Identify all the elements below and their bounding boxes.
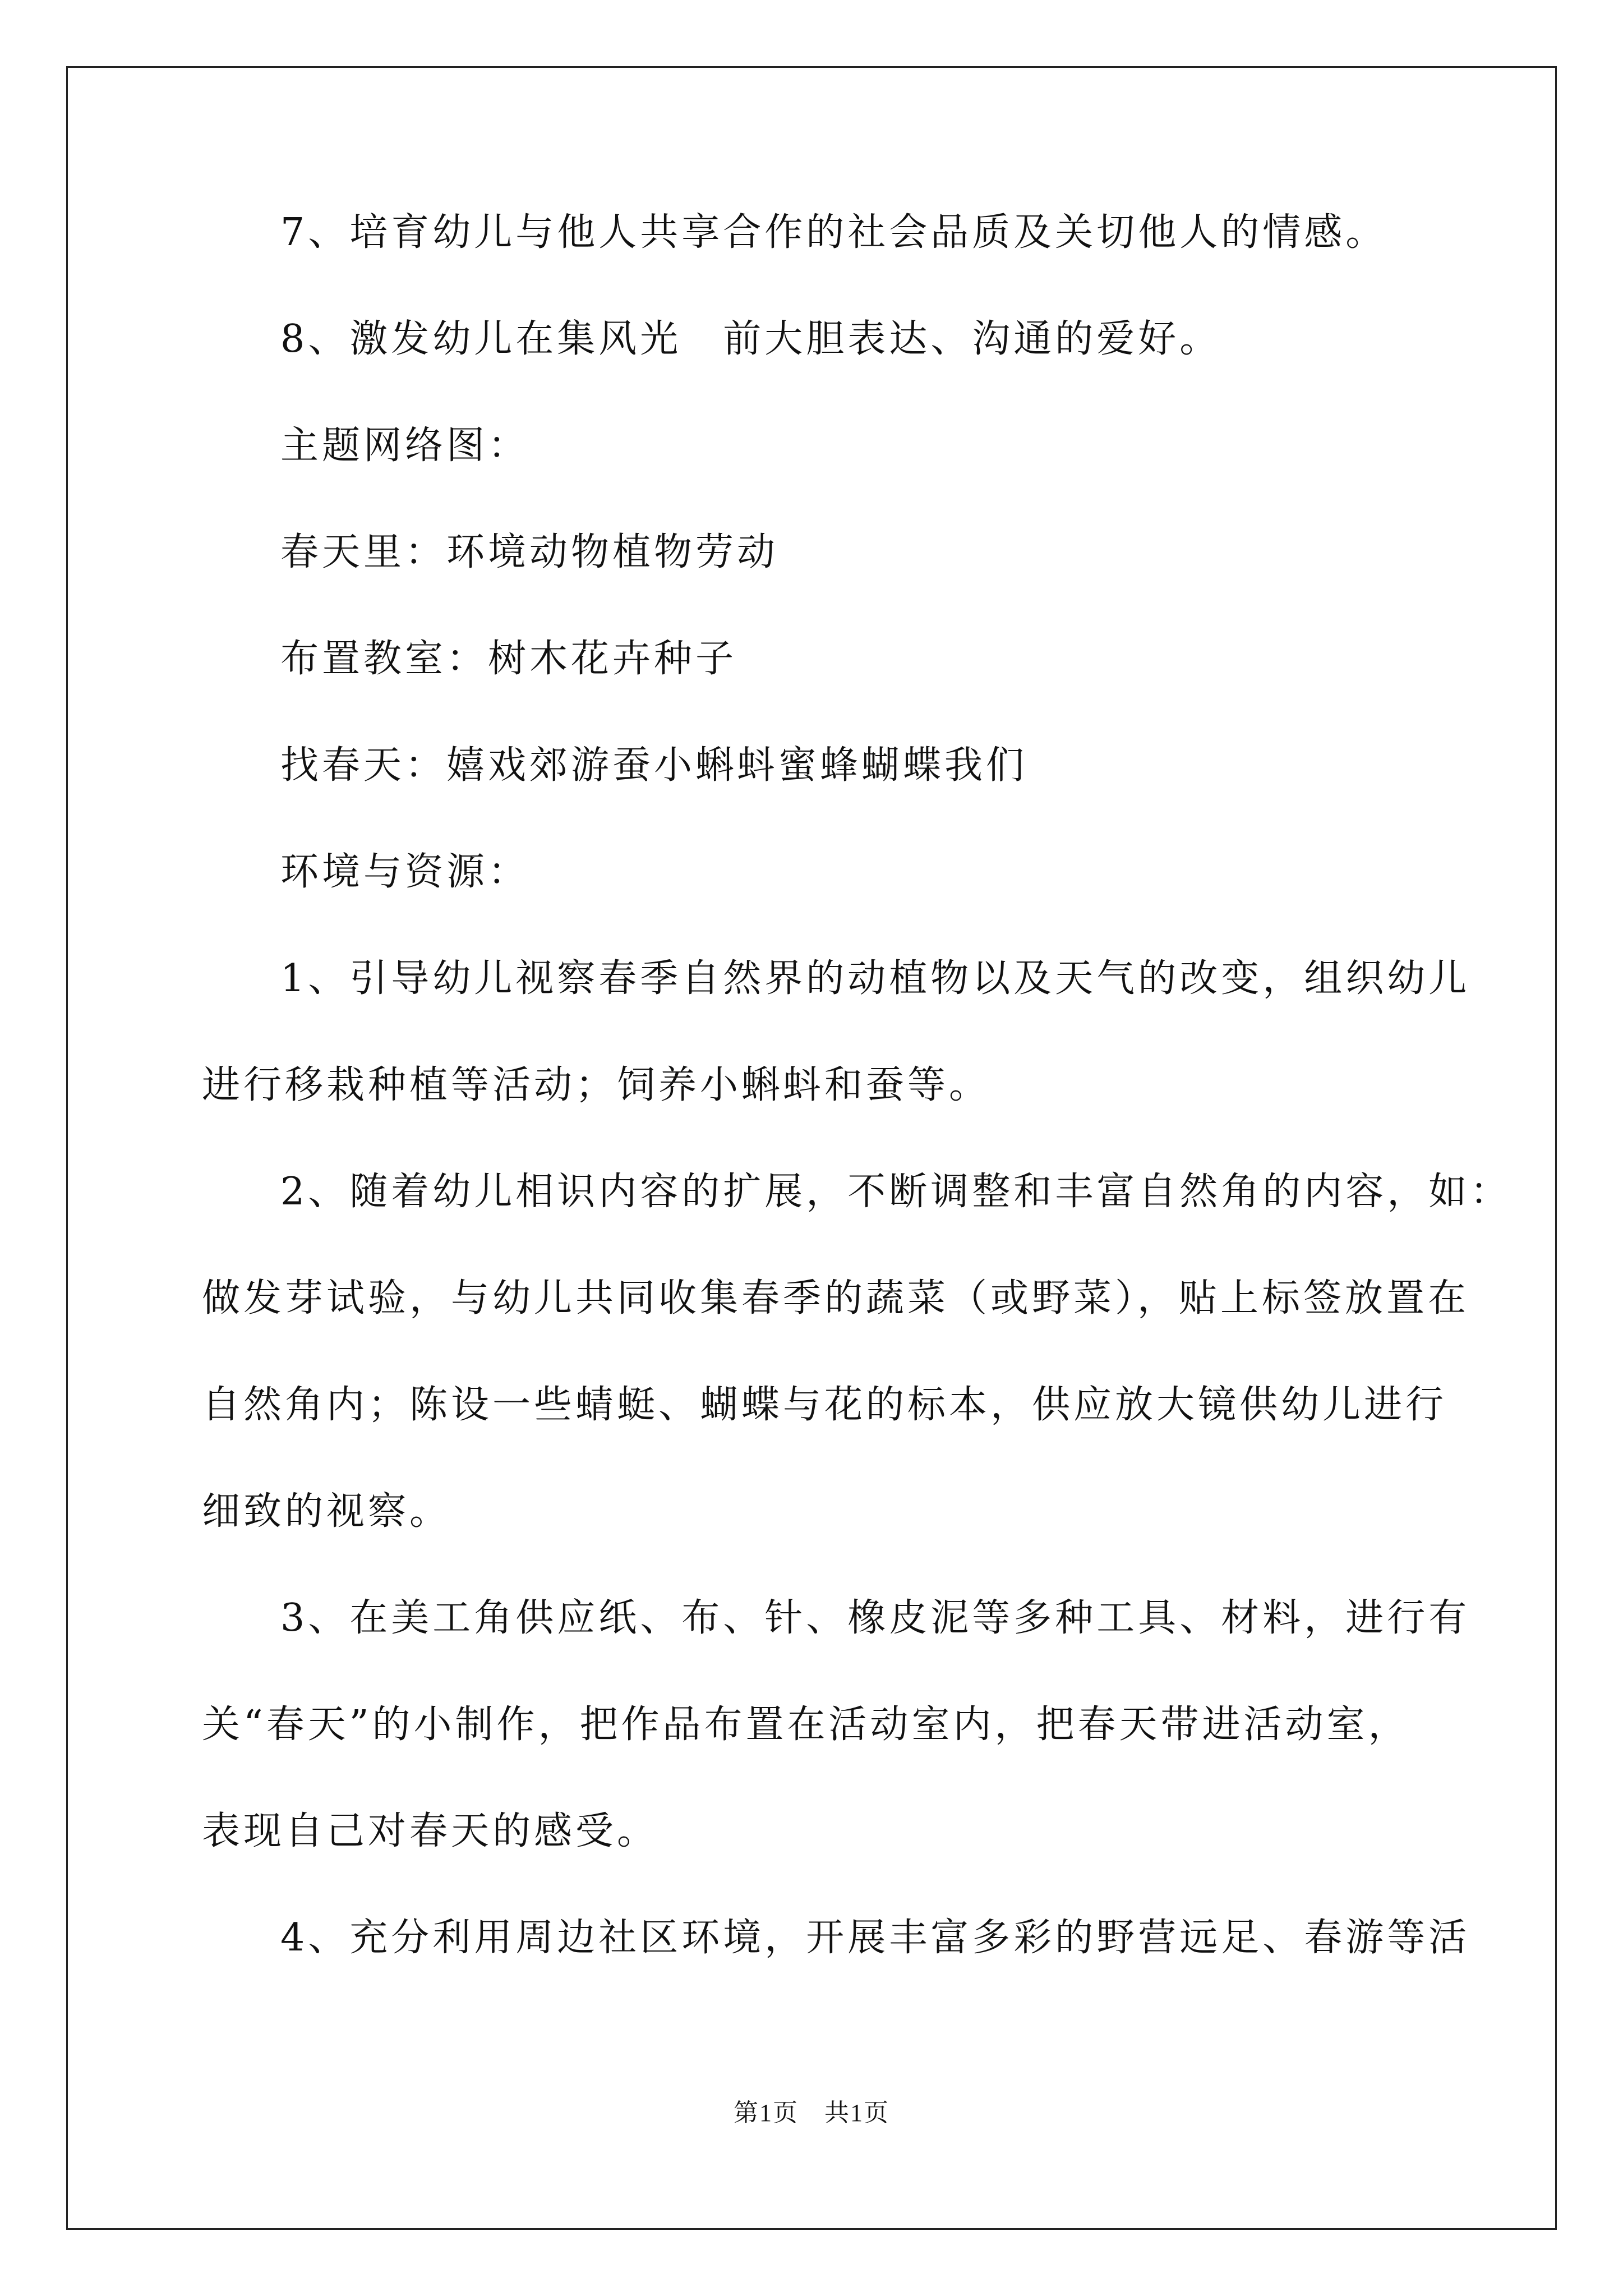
text-line: 自然角内；陈设一些蜻蜓、蝴蝶与花的标本，供应放大镜供幼儿进行 [202, 1383, 1447, 1427]
text-line: 3、在美工角供应纸、布、针、橡皮泥等多种工具、材料，进行有 [280, 1596, 1470, 1640]
text-line: 进行移栽种植等活动；饲养小蝌蚪和蚕等。 [202, 1063, 991, 1107]
text-line: 做发芽试验，与幼儿共同收集春季的蔬菜（或野菜），贴上标签放置在 [202, 1276, 1470, 1320]
text-line: 主题网络图： [280, 424, 530, 468]
text-line: 1、引导幼儿视察春季自然界的动植物以及天气的改变，组织幼儿 [280, 956, 1470, 1001]
text-line: 布置教室：树木花卉种子 [280, 637, 737, 681]
text-line: 找春天：嬉戏郊游蚕小蝌蚪蜜蜂蝴蝶我们 [280, 743, 1028, 788]
text-line: 春天里：环境动物植物劳动 [280, 530, 779, 574]
text-line: 细致的视察。 [202, 1489, 451, 1534]
text-line: 4、充分利用周边社区环境，开展丰富多彩的野营远足、春游等活 [280, 1916, 1470, 1960]
text-line: 关“春天”的小制作，把作品布置在活动室内，把春天带进活动室， [202, 1703, 1410, 1747]
text-line: 8、激发幼儿在集风光 前大胆表达、沟通的爱好。 [280, 317, 1221, 361]
page-number-footer: 第1页 共1页 [734, 2099, 889, 2127]
text-line: 2、随着幼儿相识内容的扩展，不断调整和丰富自然角的内容，如： [280, 1170, 1512, 1214]
text-line: 环境与资源： [280, 850, 530, 894]
text-line: 7、培育幼儿与他人共享合作的社会品质及关切他人的情感。 [280, 210, 1387, 255]
text-line: 表现自己对春天的感受。 [202, 1809, 659, 1853]
page-border [66, 66, 1557, 2230]
